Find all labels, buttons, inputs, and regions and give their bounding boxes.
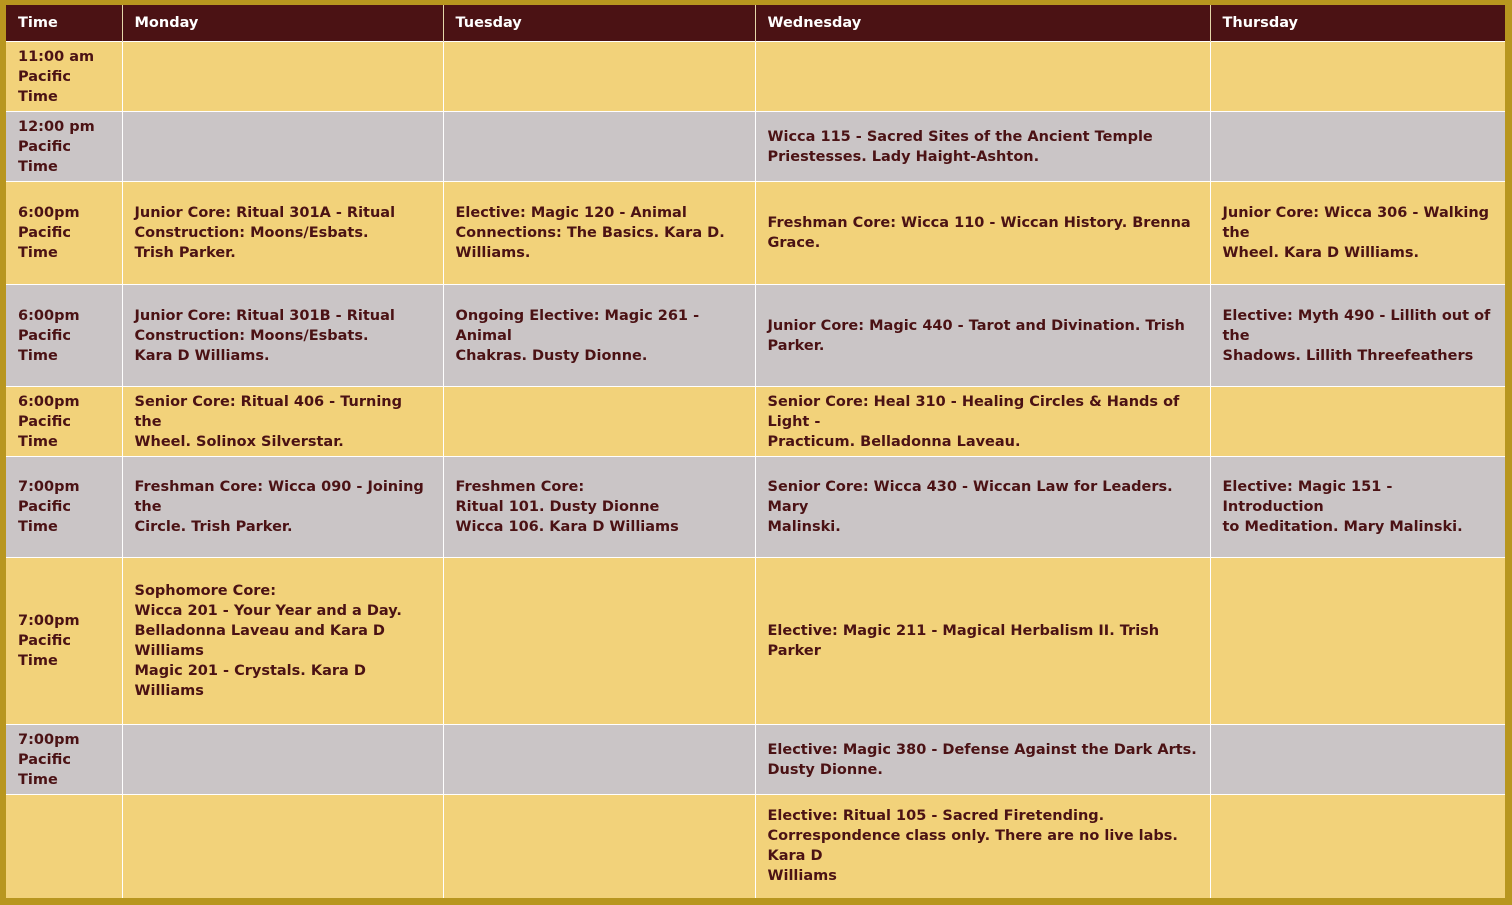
monday-cell: Freshman Core: Wicca 090 - Joining the Circle. Trish Parker. (122, 457, 443, 558)
tuesday-cell (443, 42, 755, 112)
thursday-cell (1210, 112, 1505, 182)
tuesday-cell: Elective: Magic 120 - Animal Connections: The Basics. Kara D. Williams. (443, 182, 755, 285)
table-row (6, 457, 1505, 558)
header-thursday: Thursday (1210, 5, 1505, 42)
time-cell: 6:00pm Pacific Time (6, 182, 122, 285)
time-cell: 11:00 am Pacific Time (6, 42, 122, 112)
monday-cell: Junior Core: Ritual 301A - Ritual Construction: Moons/Esbats. Trish Parker. (122, 182, 443, 285)
table-row (6, 112, 1505, 182)
table-row (6, 387, 1505, 457)
thursday-cell (1210, 795, 1505, 898)
thursday-cell (1210, 387, 1505, 457)
wednesday-cell: Elective: Magic 211 - Magical Herbalism II. Trish Parker (755, 558, 1210, 725)
time-cell: 7:00pm Pacific Time (6, 725, 122, 795)
class-schedule-table (6, 5, 1505, 898)
table-row (6, 42, 1505, 112)
monday-cell: Senior Core: Ritual 406 - Turning the Wheel. Solinox Silverstar. (122, 387, 443, 457)
table-row (6, 285, 1505, 387)
table-row (6, 558, 1505, 725)
tuesday-cell: Freshmen Core: Ritual 101. Dusty Dionne Wicca 106. Kara D Williams (443, 457, 755, 558)
time-cell: 12:00 pm Pacific Time (6, 112, 122, 182)
thursday-cell: Elective: Magic 151 - Introduction to Meditation. Mary Malinski. (1210, 457, 1505, 558)
tuesday-cell (443, 387, 755, 457)
wednesday-cell: Freshman Core: Wicca 110 - Wiccan History. Brenna Grace. (755, 182, 1210, 285)
header-row (6, 5, 1505, 42)
time-cell: 6:00pm Pacific Time (6, 285, 122, 387)
monday-cell: Sophomore Core: Wicca 201 - Your Year and a Day. Belladonna Laveau and Kara D Williams Magic 201 - Crystals. Kara D Williams (122, 558, 443, 725)
header-wednesday: Wednesday (755, 5, 1210, 42)
tuesday-cell (443, 558, 755, 725)
wednesday-cell (755, 42, 1210, 112)
thursday-cell (1210, 725, 1505, 795)
time-cell: 6:00pm Pacific Time (6, 387, 122, 457)
table-row (6, 795, 1505, 898)
thursday-cell: Elective: Myth 490 - Lillith out of the Shadows. Lillith Threefeathers (1210, 285, 1505, 387)
monday-cell (122, 795, 443, 898)
monday-cell (122, 725, 443, 795)
wednesday-cell: Senior Core: Wicca 430 - Wiccan Law for Leaders. Mary Malinski. (755, 457, 1210, 558)
tuesday-cell: Ongoing Elective: Magic 261 - Animal Chakras. Dusty Dionne. (443, 285, 755, 387)
tuesday-cell (443, 795, 755, 898)
header-monday: Monday (122, 5, 443, 42)
tuesday-cell (443, 725, 755, 795)
time-cell: 7:00pm Pacific Time (6, 457, 122, 558)
wednesday-cell: Elective: Magic 380 - Defense Against the Dark Arts. Dusty Dionne. (755, 725, 1210, 795)
header-time: Time (6, 5, 122, 42)
thursday-cell (1210, 558, 1505, 725)
thursday-cell: Junior Core: Wicca 306 - Walking the Wheel. Kara D Williams. (1210, 182, 1505, 285)
thursday-cell (1210, 42, 1505, 112)
time-cell (6, 795, 122, 898)
wednesday-cell: Senior Core: Heal 310 - Healing Circles & Hands of Light - Practicum. Belladonna Laveau. (755, 387, 1210, 457)
monday-cell (122, 42, 443, 112)
header-tuesday: Tuesday (443, 5, 755, 42)
wednesday-cell: Wicca 115 - Sacred Sites of the Ancient Temple Priestesses. Lady Haight-Ashton. (755, 112, 1210, 182)
monday-cell (122, 112, 443, 182)
time-cell: 7:00pm Pacific Time (6, 558, 122, 725)
wednesday-cell: Junior Core: Magic 440 - Tarot and Divination. Trish Parker. (755, 285, 1210, 387)
table-row (6, 182, 1505, 285)
tuesday-cell (443, 112, 755, 182)
monday-cell: Junior Core: Ritual 301B - Ritual Construction: Moons/Esbats. Kara D Williams. (122, 285, 443, 387)
wednesday-cell: Elective: Ritual 105 - Sacred Firetending. Correspondence class only. There are no live labs. Kara D Williams (755, 795, 1210, 898)
table-row (6, 725, 1505, 795)
